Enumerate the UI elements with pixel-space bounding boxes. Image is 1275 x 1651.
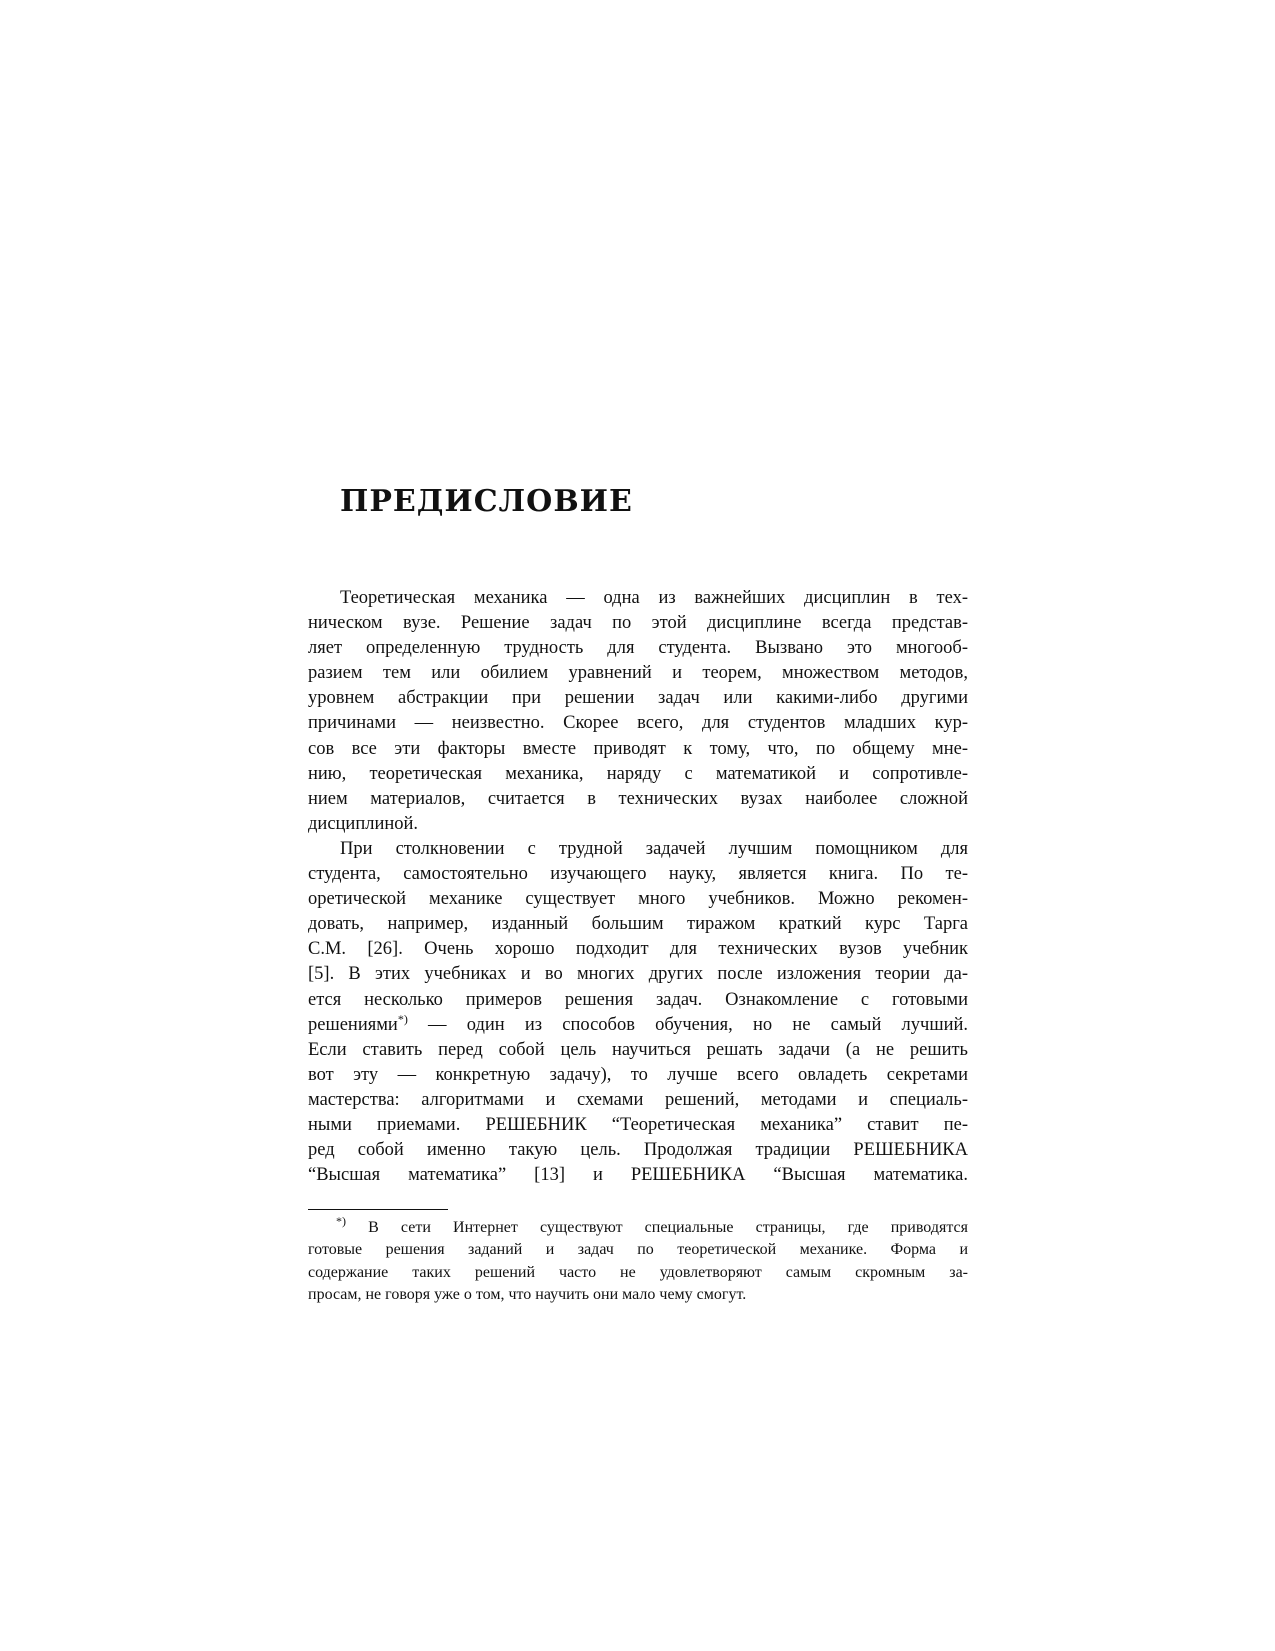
text-line: довать, например, изданный большим тиражом краткий курс Тарга (308, 914, 968, 935)
text-line: сов все эти факторы вместе приводят к тому, что, по общему мне- (308, 738, 968, 759)
text-line: Если ставить перед собой цель научиться решать задачи (а не решить (308, 1039, 968, 1060)
text-line: мастерства: алгоритмами и схемами решений, методами и специаль- (308, 1089, 968, 1110)
text-line: ными приемами. РЕШЕБНИК “Теоретическая механика” ставит пе- (308, 1114, 968, 1135)
text-line: оретической механике существует много учебников. Можно рекомен- (308, 889, 968, 910)
footnote-line: содержание таких решений часто не удовлетворяют самым скромным за- (308, 1263, 968, 1281)
text-line: уровнем абстракции при решении задач или какими-либо другими (308, 688, 968, 709)
text-line: нием материалов, считается в технических вузах наиболее сложной (308, 788, 968, 809)
text-line: ническом вузе. Решение задач по этой дисциплине всегда представ- (308, 613, 968, 634)
text-line-with-footnote-mark (308, 1013, 968, 1038)
text-line: нию, теоретическая механика, наряду с математикой и сопротивле- (308, 763, 968, 784)
footnote (308, 1214, 968, 1306)
text-line: ляет определенную трудность для студента. Вызвано это многооб- (308, 638, 968, 659)
footnote-mark: *) (336, 1214, 346, 1228)
text-line: [5]. В этих учебниках и во многих других после изложения теории да- (308, 964, 968, 985)
page-title: ПРЕДИСЛОВИЕ (340, 484, 633, 519)
footnote-text: В сети Интернет существуют специальные страницы, где приводятся (346, 1219, 968, 1236)
text-line: причинами — неизвестно. Скорее всего, для студентов младших кур- (308, 713, 968, 734)
text-line: разием тем или обилием уравнений и теорем, множеством методов, (308, 663, 968, 684)
text-line: При столкновении с трудной задачей лучшим помощником для (340, 838, 968, 859)
body-text (308, 586, 968, 1188)
footnote-line (308, 1214, 968, 1239)
text-line: “Высшая математика” [13] и РЕШЕБНИКА “Высшая математика. (308, 1165, 968, 1186)
text-line: Теоретическая механика — одна из важнейших дисциплин в тех- (340, 588, 968, 608)
text-line: С.М. [26]. Очень хорошо подходит для технических вузов учебник (308, 939, 968, 960)
footnote-line: просам, не говоря уже о том, что научить они мало чему смогут. (308, 1285, 747, 1303)
text-line: дисциплиной. (308, 813, 419, 834)
text-fragment: решениями (308, 1014, 398, 1035)
footnote-line: готовые решения заданий и задач по теоретической механике. Форма и (308, 1241, 968, 1259)
text-line: ред собой именно такую цель. Продолжая традиции РЕШЕБНИКА (308, 1140, 968, 1161)
text-fragment: — один из способов обучения, но не самый лучший. (407, 1014, 968, 1035)
text-line: ется несколько примеров решения задач. Ознакомление с готовыми (308, 989, 968, 1010)
footnote-reference: *) (397, 1011, 408, 1026)
text-line: студента, самостоятельно изучающего науку, является книга. По те- (308, 864, 968, 885)
footnote-divider (308, 1209, 448, 1210)
text-line: вот эту — конкретную задачу), то лучше всего овладеть секретами (308, 1064, 968, 1085)
